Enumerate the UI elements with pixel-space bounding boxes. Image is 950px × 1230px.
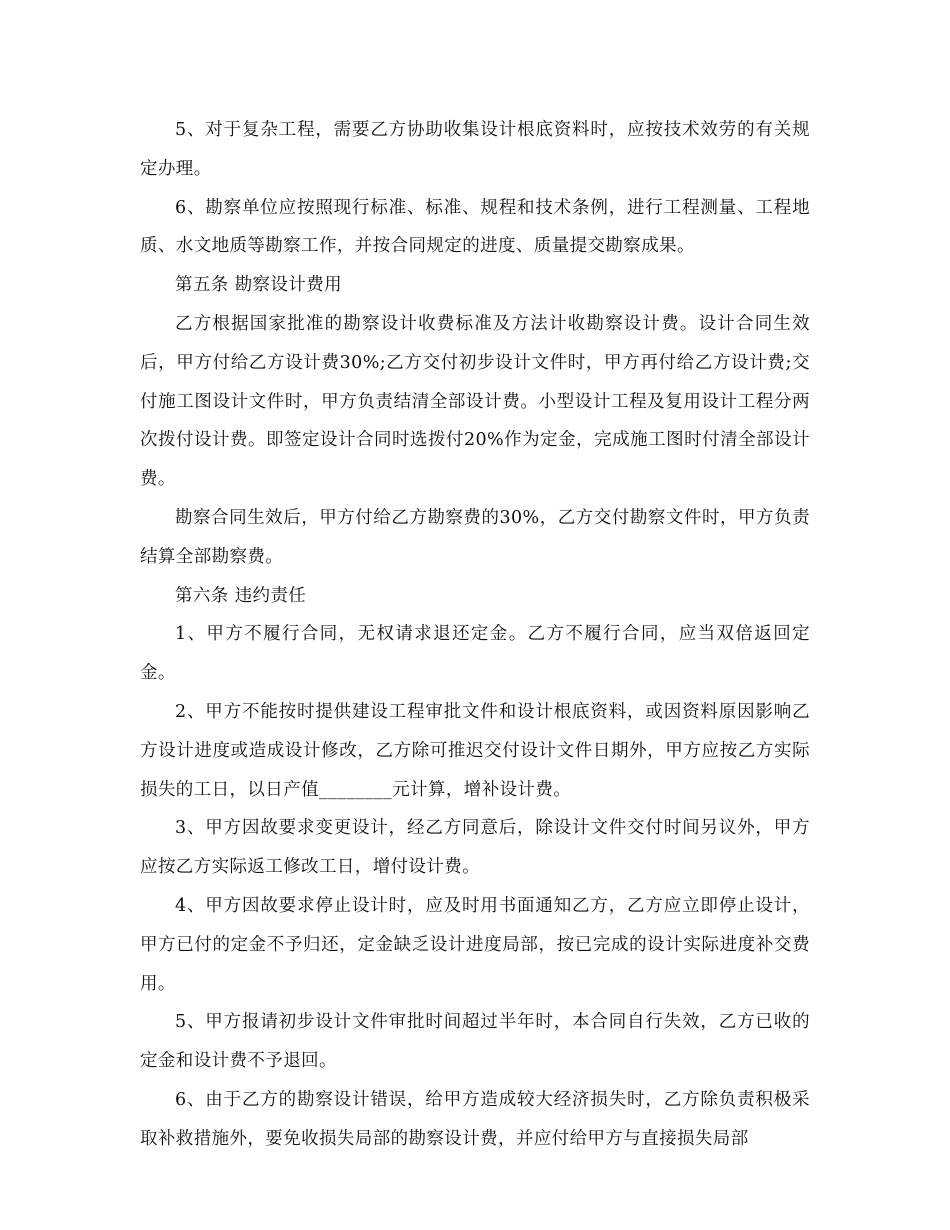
- clause-4-item-6: 6、勘察单位应按照现行标准、标准、规程和技术条例，进行工程测量、工程地质、水文地质等勘察工作，并按合同规定的进度、质量提交勘察成果。: [140, 197, 810, 257]
- clause-6-item-3: 3、甲方因故要求变更设计，经乙方同意后，除设计文件交付时间另议外，甲方应按乙方实际返工修改工日，增付设计费。: [140, 818, 810, 878]
- clause-5-design-fee: 乙方根据国家批准的勘察设计收费标准及方法计收勘察设计费。设计合同生效后，甲方付给乙方设计费30%;乙方交付初步设计文件时，甲方再付给乙方设计费;交付施工图设计文件时，甲方负责结清全部设计费。小型设计工程及复用设计工程分两次拨付设计费。即签定设计合同时选拨付20%作为定金，完成施工图时付清全部设计费。: [140, 313, 810, 490]
- clause-4-item-5: 5、对于复杂工程，需要乙方协助收集设计根底资料时，应按技术效劳的有关规定办理。: [140, 120, 810, 179]
- clause-6-item-2: 2、甲方不能按时提供建设工程审批文件和设计根底资料，或因资料原因影响乙方设计进度或造成设计修改，乙方除可推迟交付设计文件日期外，甲方应按乙方实际损失的工日，以日产值________元计算，增补设计费。: [140, 701, 810, 800]
- document-body: [140, 111, 810, 1159]
- clause-6-item-6: 6、由于乙方的勘察设计错误，给甲方造成较大经济损失时，乙方除负责积极采取补救措施外，要免收损失局部的勘察设计费，并应付给甲方与直接损失局部: [140, 1089, 810, 1149]
- clause-5-heading: 第五条 勘察设计费用: [175, 275, 343, 296]
- clause-6-item-5: 5、甲方报请初步设计文件审批时间超过半年时，本合同自行失效，乙方已收的定金和设计费不予退回。: [140, 1012, 810, 1072]
- clause-6-heading: 第六条 违约责任: [175, 585, 307, 606]
- clause-6-item-4: 4、甲方因故要求停止设计时，应及时用书面通知乙方，乙方应立即停止设计，甲方已付的定金不予归还，定金缺乏设计进度局部，按已完成的设计实际进度补交费用。: [140, 895, 810, 994]
- clause-6-item-1: 1、甲方不履行合同，无权请求退还定金。乙方不履行合同，应当双倍返回定金。: [140, 624, 810, 684]
- clause-5-survey-fee: 勘察合同生效后，甲方付给乙方勘察费的30%，乙方交付勘察文件时，甲方负责结算全部勘察费。: [140, 507, 810, 567]
